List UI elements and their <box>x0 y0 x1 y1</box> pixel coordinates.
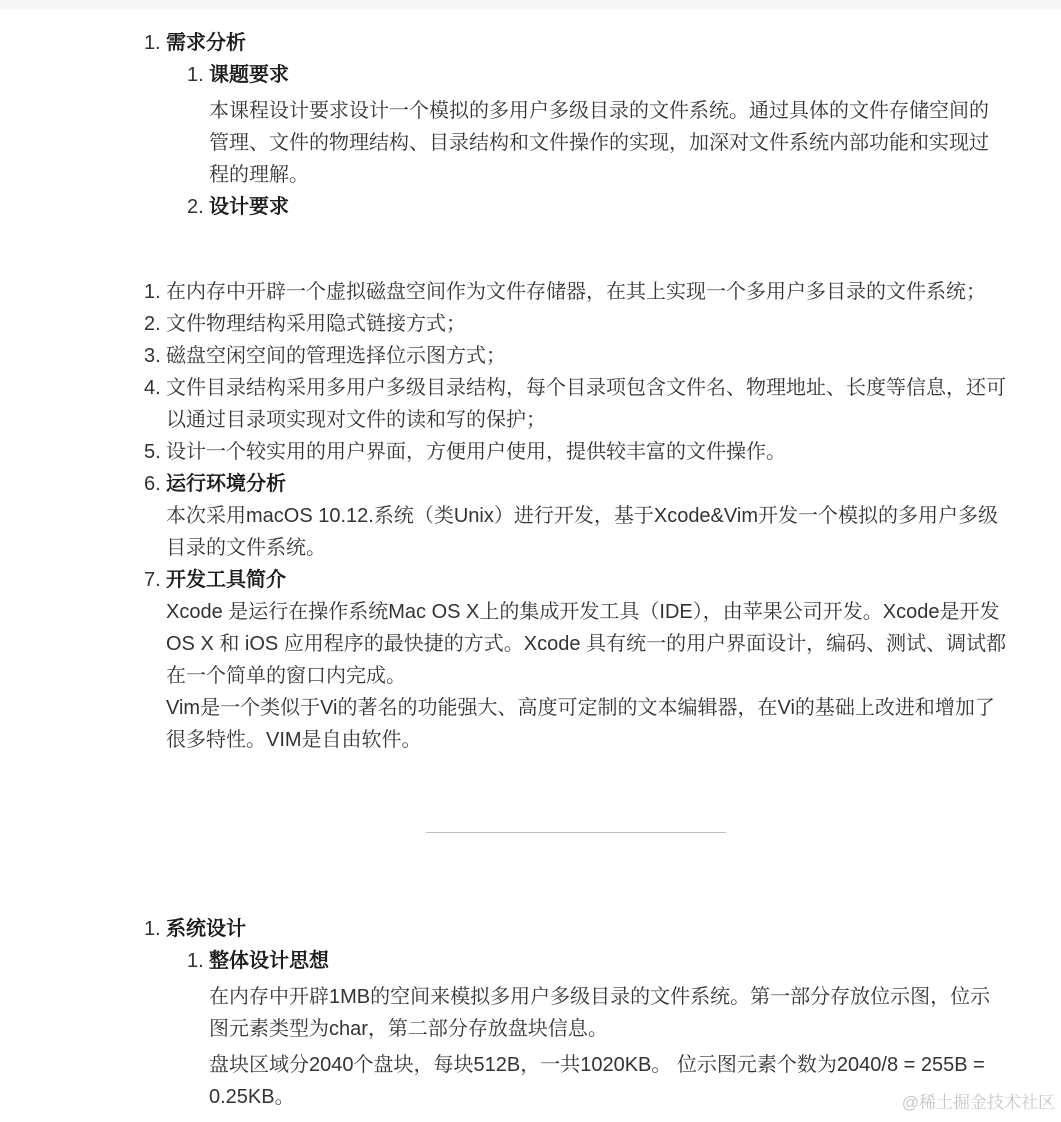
list-item <box>187 191 1008 223</box>
article-content <box>144 0 1008 1113</box>
paragraph: Vim是一个类似于Vi的著名的功能强大、高度可定制的文本编辑器，在Vi的基础上改进和增加了很多特性。VIM是自由软件。 <box>166 697 995 751</box>
section-divider <box>426 832 726 833</box>
system-design-section <box>144 913 1008 1113</box>
requirements-sublist <box>187 59 1008 223</box>
list-marker: 1. <box>144 281 161 303</box>
list-marker: 4. <box>144 377 161 399</box>
item-text: 设计一个较实用的用户界面，方便用户使用，提供较丰富的文件操作。 <box>166 441 786 463</box>
list-marker: 1. <box>187 950 204 972</box>
item-text: 磁盘空闲空间的管理选择位示图方式； <box>166 345 506 367</box>
list-item <box>144 372 1008 436</box>
list-item <box>144 276 1008 308</box>
list-item <box>144 468 1008 564</box>
list-marker: 1. <box>144 32 161 54</box>
list-item <box>144 564 1008 756</box>
subsection-title: 开发工具简介 <box>166 569 286 591</box>
list-marker: 6. <box>144 473 161 495</box>
list-item <box>187 59 1008 191</box>
watermark: @稀土掘金技术社区 <box>901 1093 1055 1112</box>
design-requirements-list <box>144 276 1008 756</box>
list-marker: 7. <box>144 569 161 591</box>
list-marker: 3. <box>144 345 161 367</box>
item-text: 在内存中开辟一个虚拟磁盘空间作为文件存储器，在其上实现一个多用户多目录的文件系统； <box>166 281 986 303</box>
paragraph: 本课程设计要求设计一个模拟的多用户多级目录的文件系统。通过具体的文件存储空间的管理、文件的物理结构、目录结构和文件操作的实现，加深对文件系统内部功能和实现过程的理解。 <box>209 100 989 186</box>
list-item <box>144 27 1008 223</box>
section-title: 系统设计 <box>166 918 246 940</box>
subsection-title: 课题要求 <box>209 64 289 86</box>
list-item <box>144 913 1008 1113</box>
list-marker: 5. <box>144 441 161 463</box>
subsection-title: 运行环境分析 <box>166 473 286 495</box>
section-title: 需求分析 <box>166 32 246 54</box>
paragraph: Xcode 是运行在操作系统Mac OS X上的集成开发工具（IDE），由苹果公司开发。Xcode是开发OS X 和 iOS 应用程序的最快捷的方式。Xcode 具有统一的用户界面设计，编码、测试、调试都在一个简单的窗口内完成。 <box>166 601 1007 687</box>
list-marker: 1. <box>144 918 161 940</box>
list-item <box>144 340 1008 372</box>
item-text: 文件目录结构采用多用户多级目录结构，每个目录项包含文件名、物理地址、长度等信息，还可以通过目录项实现对文件的读和写的保护； <box>166 377 1006 431</box>
paragraph: 本次采用macOS 10.12.系统（类Unix）进行开发，基于Xcode&Vim开发一个模拟的多用户多级目录的文件系统。 <box>166 505 998 559</box>
item-text: 文件物理结构采用隐式链接方式； <box>166 313 466 335</box>
paragraph: 在内存中开辟1MB的空间来模拟多用户多级目录的文件系统。第一部分存放位示图，位示图元素类型为char，第二部分存放盘块信息。 <box>209 986 991 1040</box>
list-marker: 2. <box>187 196 204 218</box>
list-marker: 1. <box>187 64 204 86</box>
subsection-title: 设计要求 <box>209 196 289 218</box>
list-item <box>187 945 1008 1113</box>
system-design-sublist <box>187 945 1008 1113</box>
paragraph: 盘块区域分2040个盘块，每块512B，一共1020KB。 位示图元素个数为2040/8 = 255B = 0.25KB。 <box>209 1054 985 1108</box>
requirements-analysis-section <box>144 27 1008 223</box>
subsection-title: 整体设计思想 <box>209 950 329 972</box>
list-item <box>144 308 1008 340</box>
list-marker: 2. <box>144 313 161 335</box>
list-item <box>144 436 1008 468</box>
